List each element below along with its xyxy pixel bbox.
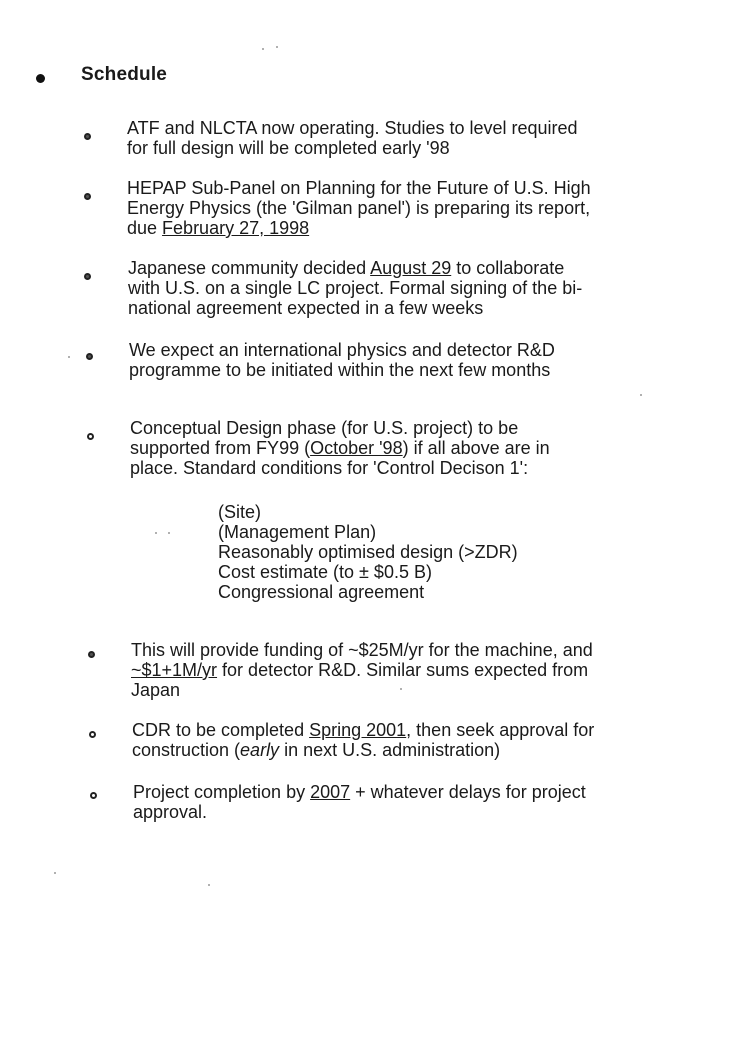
detector-funding: ~$1+1M/yr	[131, 660, 218, 680]
text-fragment: supported from FY99 (	[130, 438, 311, 458]
item-text	[127, 178, 667, 238]
item-line	[131, 660, 671, 680]
circle-bullet-icon	[89, 731, 96, 738]
item-line	[128, 258, 668, 278]
deadline-date: February 27, 1998	[162, 218, 310, 238]
scan-speck	[155, 532, 157, 534]
item-line: approval.	[133, 802, 208, 822]
item-text	[130, 418, 670, 478]
item-text	[131, 640, 671, 700]
text-fragment: , then seek approval for	[406, 720, 595, 740]
item-line: Japan	[131, 680, 181, 700]
text-fragment: Project completion by	[133, 782, 311, 802]
item-text	[129, 340, 669, 380]
item-text	[133, 782, 673, 822]
cdr-date: Spring 2001	[309, 720, 407, 740]
item-line	[127, 218, 667, 238]
completion-year: 2007	[310, 782, 351, 802]
item-line: Conceptual Design phase (for U.S. project) to be	[130, 418, 519, 438]
text-fragment: due	[127, 218, 163, 238]
scan-speck	[68, 356, 70, 358]
text-fragment: construction (	[132, 740, 241, 760]
item-line: with U.S. on a single LC project. Formal signing of the bi-	[128, 278, 583, 298]
circle-bullet-icon	[90, 792, 97, 799]
item-line: ATF and NLCTA now operating. Studies to level required	[127, 118, 578, 138]
start-date: October '98	[310, 438, 403, 458]
item-text	[128, 258, 668, 318]
item-line	[132, 720, 672, 740]
item-line: programme to be initiated within the next few months	[129, 360, 551, 380]
item-line: We expect an international physics and detector R&D	[129, 340, 555, 360]
item-line	[132, 740, 672, 760]
text-fragment: for detector R&D. Similar sums expected from	[217, 660, 589, 680]
scan-speck	[208, 884, 210, 886]
decision-date: August 29	[370, 258, 452, 278]
circle-bullet-icon	[87, 433, 94, 440]
emphasis: early	[240, 740, 280, 760]
scan-speck	[400, 688, 402, 690]
scan-speck	[276, 46, 278, 48]
scan-speck	[54, 872, 56, 874]
item-line	[133, 782, 673, 802]
section-heading: Schedule	[81, 64, 168, 85]
item-line: This will provide funding of ~$25M/yr for the machine, and	[131, 640, 593, 660]
text-fragment: ) if all above are in	[402, 438, 550, 458]
scan-speck	[168, 532, 170, 534]
item-line: for full design will be completed early '98	[127, 138, 450, 158]
text-fragment: CDR to be completed	[132, 720, 310, 740]
text-fragment: Japanese community decided	[128, 258, 371, 278]
circle-bullet-icon	[86, 353, 93, 360]
circle-bullet-icon	[84, 273, 91, 280]
condition-item: Congressional agreement	[218, 582, 425, 602]
circle-bullet-icon	[84, 193, 91, 200]
condition-item: (Site)	[218, 502, 262, 522]
scan-speck	[640, 394, 642, 396]
text-fragment: to collaborate	[451, 258, 565, 278]
item-text	[127, 118, 667, 158]
circle-bullet-icon	[84, 133, 91, 140]
scan-speck	[262, 48, 264, 50]
text-fragment: in next U.S. administration)	[279, 740, 501, 760]
conditions-list	[218, 502, 518, 602]
item-line: Energy Physics (the 'Gilman panel') is preparing its report,	[127, 198, 591, 218]
condition-item: Cost estimate (to ± $0.5 B)	[218, 562, 432, 582]
text-fragment: + whatever delays for project	[350, 782, 586, 802]
item-text	[132, 720, 672, 760]
item-line	[130, 438, 670, 458]
item-line: national agreement expected in a few weeks	[128, 298, 484, 318]
item-line: HEPAP Sub-Panel on Planning for the Future of U.S. High	[127, 178, 591, 198]
condition-item: (Management Plan)	[218, 522, 377, 542]
item-line: place. Standard conditions for 'Control Decison 1':	[130, 458, 529, 478]
circle-bullet-icon	[88, 651, 95, 658]
main-bullet-icon	[36, 74, 45, 83]
condition-item: Reasonably optimised design (>ZDR)	[218, 542, 518, 562]
